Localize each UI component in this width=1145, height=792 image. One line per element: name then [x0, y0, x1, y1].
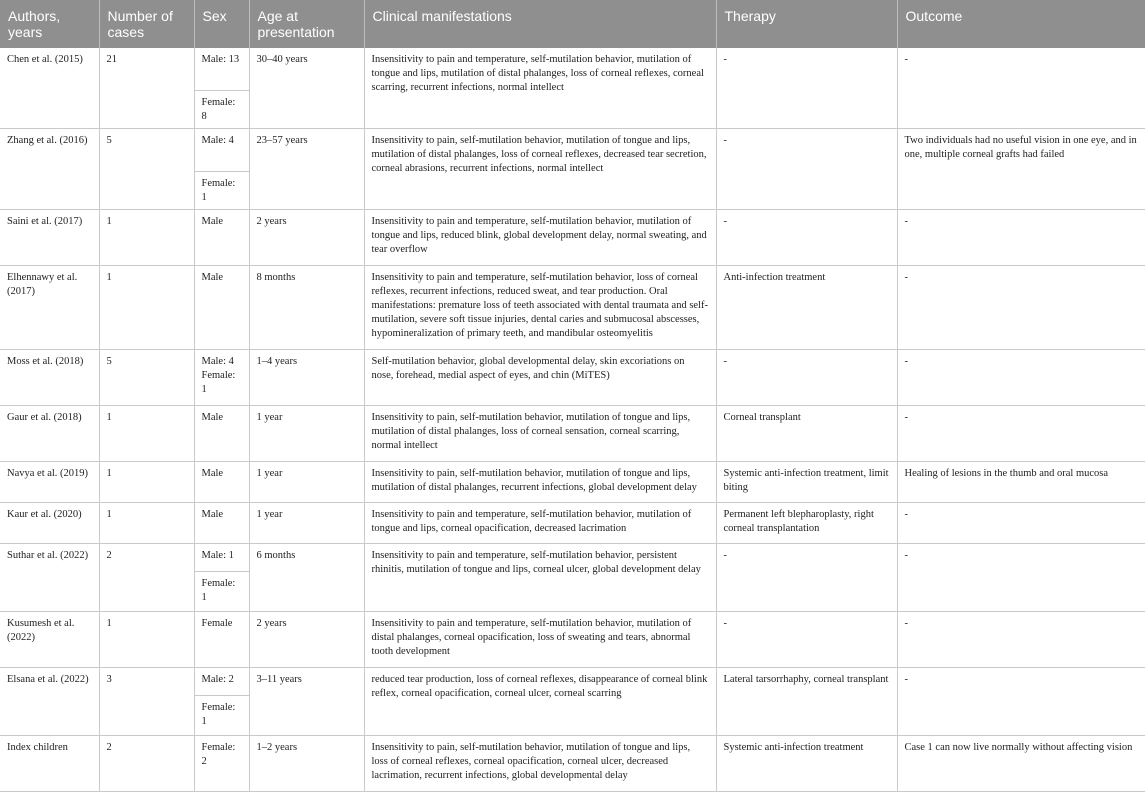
clinical-cell: Insensitivity to pain and temperature, self-mutilation behavior, mutilation of tongue and lips, mutilation of distal phalanges, loss of corneal reflexes, corneal scarring, recurrent infections, normal intellect [364, 48, 716, 129]
age-cell: 1 year [249, 503, 364, 544]
age-cell: 1–2 years [249, 736, 364, 792]
table-row [0, 48, 1145, 129]
header-clinical: Clinical manifestations [364, 0, 716, 48]
sex-cell [194, 668, 249, 736]
clinical-cell: Insensitivity to pain, self-mutilation behavior, mutilation of tongue and lips, loss of corneal reflexes, corneal opacification, corneal ulcer, decreased lacrimation, recurrent infections, global developmental delay [364, 736, 716, 792]
table-row [0, 503, 1145, 544]
sex-cell [194, 406, 249, 462]
cases-cell: 3 [99, 668, 194, 736]
sex-value: Male [201, 216, 224, 227]
outcome-cell: - [897, 544, 1145, 612]
sex-cell [194, 503, 249, 544]
sex-value: Female: 8 [201, 97, 236, 122]
therapy-cell: Systemic anti-infection treatment, limit biting [716, 462, 897, 503]
header-therapy: Therapy [716, 0, 897, 48]
sex-cell [194, 266, 249, 350]
table-row [0, 668, 1145, 736]
header-sex: Sex [194, 0, 249, 48]
clinical-cell: Self-mutilation behavior, global developmental delay, skin excoriations on nose, forehead, medial aspect of eyes, and chin (MiTES) [364, 350, 716, 406]
table-row [0, 266, 1145, 350]
sex-cell [194, 736, 249, 792]
age-cell: 2 years [249, 210, 364, 266]
age-cell: 2 years [249, 612, 364, 668]
sex-cell [194, 210, 249, 266]
outcome-cell: - [897, 266, 1145, 350]
outcome-cell: Healing of lesions in the thumb and oral mucosa [897, 462, 1145, 503]
sex-value: Female: 2 [201, 742, 236, 767]
outcome-cell: - [897, 668, 1145, 736]
header-age: Age at presentation [249, 0, 364, 48]
table-row [0, 350, 1145, 406]
outcome-cell: Two individuals had no useful vision in one eye, and in one, multiple corneal grafts had failed [897, 129, 1145, 210]
author-cell: Zhang et al. (2016) [0, 129, 99, 210]
therapy-cell: - [716, 48, 897, 129]
cases-cell: 1 [99, 406, 194, 462]
therapy-cell: - [716, 210, 897, 266]
header-outcome: Outcome [897, 0, 1145, 48]
therapy-cell: Anti-infection treatment [716, 266, 897, 350]
table-row [0, 736, 1145, 792]
therapy-cell: - [716, 350, 897, 406]
author-cell: Suthar et al. (2022) [0, 544, 99, 612]
clinical-cell: Insensitivity to pain and temperature, self-mutilation behavior, persistent rhinitis, mutilation of tongue and lips, corneal ulcer, global development delay [364, 544, 716, 612]
clinical-cell: reduced tear production, loss of corneal reflexes, disappearance of corneal blink reflex, corneal opacification, corneal ulcer, corneal scarring [364, 668, 716, 736]
header-authors: Authors, years [0, 0, 99, 48]
sex-value: Male: 2 [195, 668, 249, 696]
cases-cell: 21 [99, 48, 194, 129]
sex-value: Male: 4 Female: 1 [201, 356, 236, 395]
sex-value: Male: 13 [195, 48, 249, 91]
cases-cell: 5 [99, 129, 194, 210]
cases-cell: 5 [99, 350, 194, 406]
therapy-cell: Lateral tarsorrhaphy, corneal transplant [716, 668, 897, 736]
age-cell: 1–4 years [249, 350, 364, 406]
sex-value: Male [201, 272, 224, 283]
header-cases: Number of cases [99, 0, 194, 48]
therapy-cell: - [716, 612, 897, 668]
author-cell: Elhennawy et al. (2017) [0, 266, 99, 350]
therapy-cell: Corneal transplant [716, 406, 897, 462]
clinical-cell: Insensitivity to pain and temperature, self-mutilation behavior, mutilation of tongue and lips, corneal opacification, decreased lacrimation [364, 503, 716, 544]
cases-cell: 2 [99, 544, 194, 612]
age-cell: 1 year [249, 462, 364, 503]
age-cell: 8 months [249, 266, 364, 350]
author-cell: Index children [0, 736, 99, 792]
sex-value: Male [201, 468, 224, 479]
table-row [0, 406, 1145, 462]
therapy-cell: Permanent left blepharoplasty, right corneal transplantation [716, 503, 897, 544]
therapy-cell: - [716, 544, 897, 612]
cases-cell: 1 [99, 266, 194, 350]
sex-value: Male: 1 [195, 544, 249, 572]
clinical-cell: Insensitivity to pain and temperature, self-mutilation behavior, loss of corneal reflexes, recurrent infections, reduced sweat, and tear production. Oral manifestations: premature loss of teeth associated with dental traumata and self-mutilation, severe soft tissue injuries, dental caries and submucosal abscesses, hypomineralization of primary teeth, and mandibular osteomyelitis [364, 266, 716, 350]
table-row [0, 462, 1145, 503]
therapy-cell: Systemic anti-infection treatment [716, 736, 897, 792]
outcome-cell: - [897, 503, 1145, 544]
outcome-cell: - [897, 210, 1145, 266]
sex-cell [194, 462, 249, 503]
table-row [0, 210, 1145, 266]
table-row [0, 612, 1145, 668]
clinical-cell: Insensitivity to pain and temperature, self-mutilation behavior, mutilation of tongue and lips, reduced blink, global development delay, normal sweating, and tear overflow [364, 210, 716, 266]
outcome-cell: - [897, 612, 1145, 668]
author-cell: Gaur et al. (2018) [0, 406, 99, 462]
author-cell: Chen et al. (2015) [0, 48, 99, 129]
clinical-cell: Insensitivity to pain, self-mutilation behavior, mutilation of tongue and lips, mutilation of distal phalanges, loss of corneal reflexes, decreased tear secretion, corneal abrasions, recurrent infections, normal intellect [364, 129, 716, 210]
sex-value: Male [201, 509, 224, 520]
table-body [0, 48, 1145, 792]
author-cell: Moss et al. (2018) [0, 350, 99, 406]
table-row [0, 544, 1145, 612]
header-row [0, 0, 1145, 48]
age-cell: 1 year [249, 406, 364, 462]
sex-cell [194, 544, 249, 612]
therapy-cell: - [716, 129, 897, 210]
cases-cell: 2 [99, 736, 194, 792]
outcome-cell: - [897, 406, 1145, 462]
sex-value: Male: 4 [195, 129, 249, 172]
sex-value: Female: 1 [201, 178, 236, 203]
sex-value: Female [201, 618, 233, 629]
author-cell: Kusumesh et al. (2022) [0, 612, 99, 668]
cases-cell: 1 [99, 462, 194, 503]
sex-value: Male [201, 412, 224, 423]
table-row [0, 129, 1145, 210]
sex-cell [194, 129, 249, 210]
author-cell: Navya et al. (2019) [0, 462, 99, 503]
sex-cell [194, 350, 249, 406]
sex-cell [194, 48, 249, 129]
outcome-cell: - [897, 48, 1145, 129]
author-cell: Saini et al. (2017) [0, 210, 99, 266]
age-cell: 6 months [249, 544, 364, 612]
outcome-cell: Case 1 can now live normally without affecting vision [897, 736, 1145, 792]
age-cell: 23–57 years [249, 129, 364, 210]
outcome-cell: - [897, 350, 1145, 406]
sex-value: Female: 1 [201, 702, 236, 727]
author-cell: Elsana et al. (2022) [0, 668, 99, 736]
age-cell: 3–11 years [249, 668, 364, 736]
clinical-cell: Insensitivity to pain and temperature, self-mutilation behavior, mutilation of distal phalanges, corneal opacification, loss of sweating and tears, abnormal tooth development [364, 612, 716, 668]
author-cell: Kaur et al. (2020) [0, 503, 99, 544]
sex-cell [194, 612, 249, 668]
clinical-cell: Insensitivity to pain, self-mutilation behavior, mutilation of tongue and lips, mutilation of distal phalanges, recurrent infections, global development delay [364, 462, 716, 503]
clinical-cell: Insensitivity to pain, self-mutilation behavior, mutilation of tongue and lips, mutilation of distal phalanges, loss of corneal sensation, corneal scarring, normal intellect [364, 406, 716, 462]
cases-cell: 1 [99, 503, 194, 544]
cases-cell: 1 [99, 210, 194, 266]
cases-cell: 1 [99, 612, 194, 668]
age-cell: 30–40 years [249, 48, 364, 129]
sex-value: Female: 1 [201, 578, 236, 603]
